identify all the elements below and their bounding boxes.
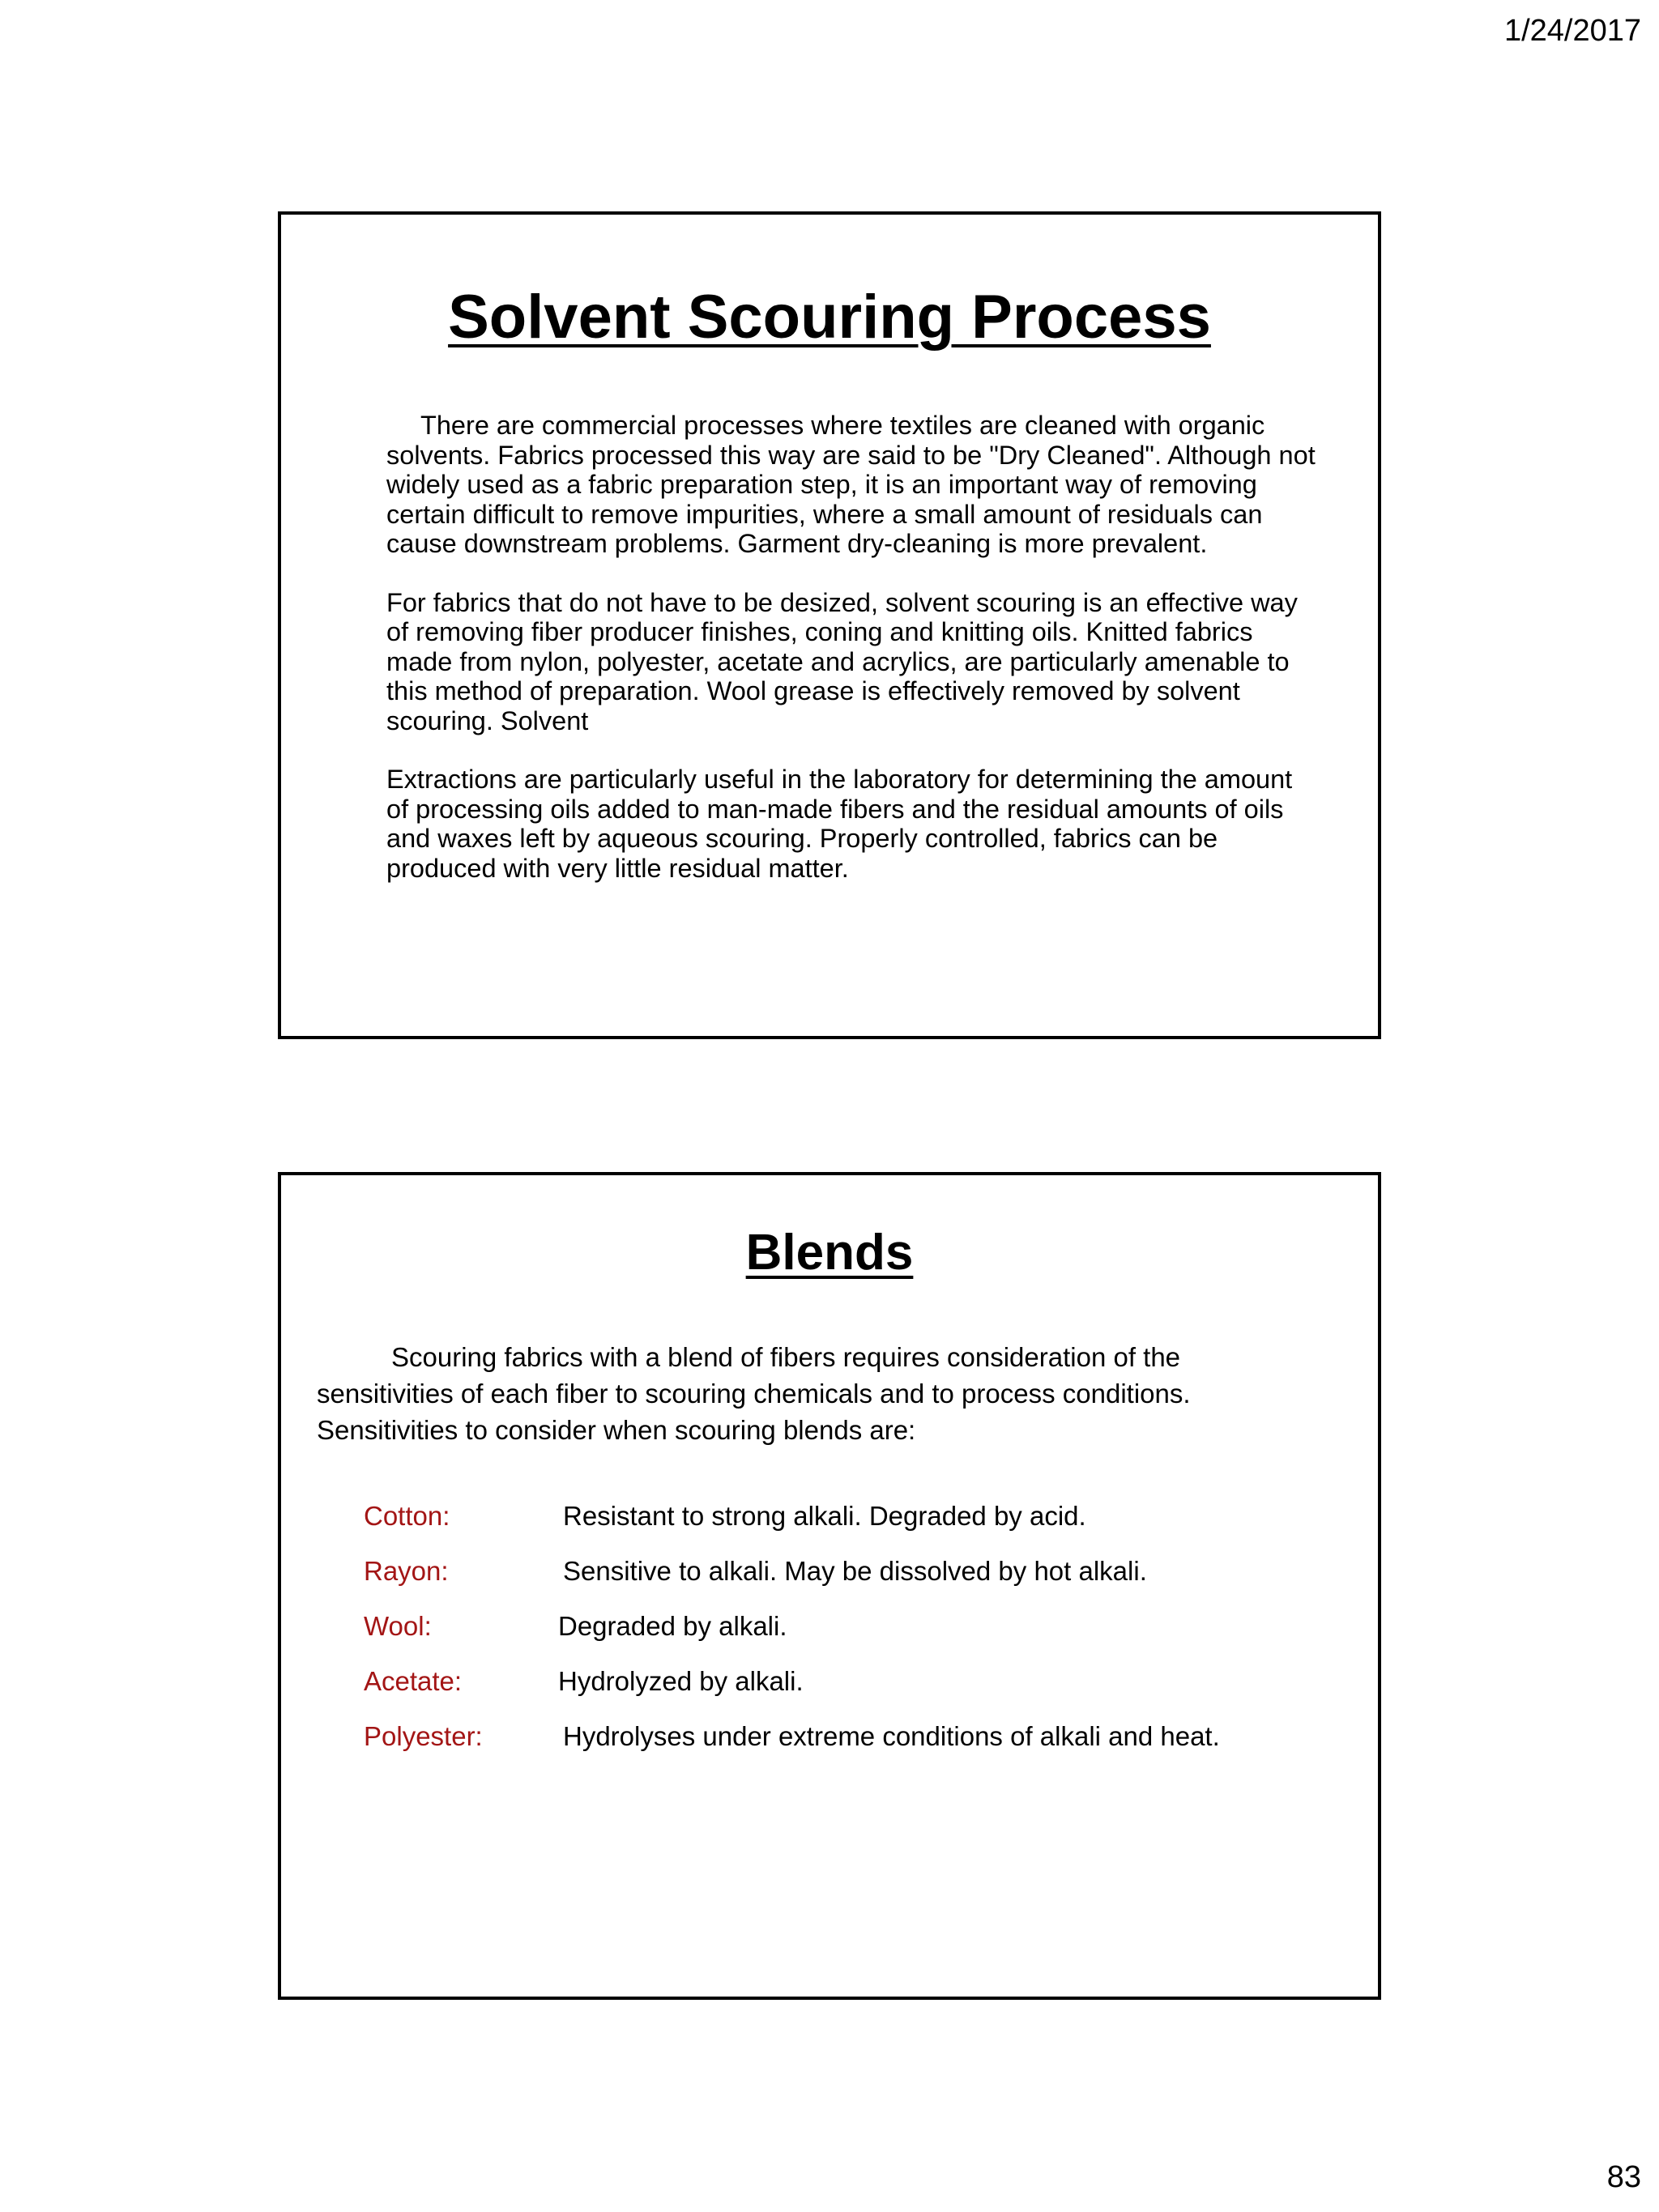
list-item [364,1609,1336,1664]
fiber-name: Cotton: [364,1501,450,1531]
fiber-description: Sensitive to alkali. May be dissolved by hot alkali. [563,1556,1147,1586]
blends-intro: Scouring fabrics with a blend of fibers requires consideration of the sensitivities of each fiber to scouring chemicals and to process conditions. Sensitivities to consider when scouring blends are: [317,1342,1191,1445]
list-item [364,1719,1336,1774]
fiber-name: Acetate: [364,1666,463,1696]
slide-body [386,411,1318,912]
paragraph-solvent-intro: There are commercial processes where textiles are cleaned with organic solvents. Fabrics processed this way are said to be "Dry Cleaned". Although not widely used as a fabric preparation step, it is an important way of removing certain difficult to remove impurities, where a small amount of residuals can cause downstream problems. Garment dry-cleaning is more prevalent. [386,411,1316,558]
slide-title: Blends [745,1225,914,1281]
fiber-description: Hydrolyses under extreme conditions of alkali and heat. [563,1721,1220,1751]
slide-solvent-scouring [278,211,1381,1039]
fiber-description: Resistant to strong alkali. Degraded by acid. [563,1501,1086,1531]
slide-title: Solvent Scouring Process [448,283,1211,352]
list-item [364,1664,1336,1719]
fiber-name: Wool: [364,1611,432,1641]
fiber-description: Hydrolyzed by alkali. [558,1666,804,1696]
page-date: 1/24/2017 [1503,14,1641,48]
fiber-sensitivity-list [364,1498,1336,1774]
list-item [364,1554,1336,1609]
slide-blends [278,1172,1381,2000]
paragraph-solvent-fabrics: For fabrics that do not have to be desized, solvent scouring is an effective way of removing fiber producer finishes, coning and knitting oils. Knitted fabrics made from nylon, polyester, acetate and acrylics, are particularly amenable to this method of preparation. Wool grease is effectively removed by solvent scouring. Solvent [386,587,1298,735]
paragraph-solvent-extractions: Extractions are particularly useful in the laboratory for determining the amount of processing oils added to man-made fibers and the residual amounts of oils and waxes left by aqueous scouring. Properly controlled, fabrics can be produced with very little residual matter. [386,765,1293,883]
list-item [364,1498,1336,1554]
fiber-name: Rayon: [364,1556,449,1586]
fiber-name: Polyester: [364,1721,483,1751]
fiber-description: Degraded by alkali. [558,1611,787,1641]
page-number: 83 [1606,2160,1641,2194]
